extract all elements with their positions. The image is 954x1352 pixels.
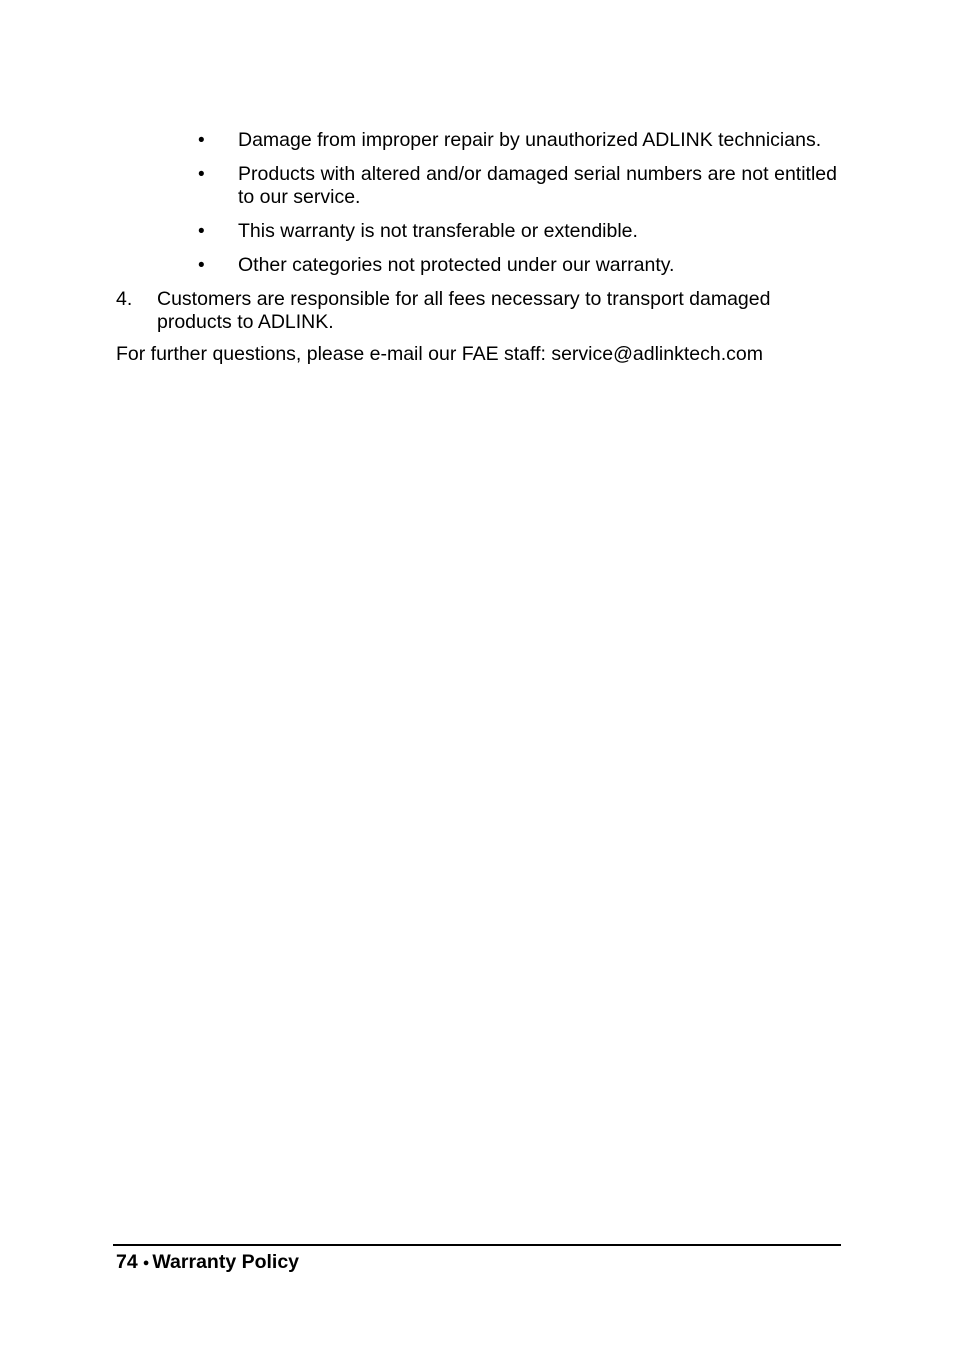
page-footer <box>116 1250 299 1275</box>
page-content <box>116 129 837 366</box>
bullet-icon: • <box>198 221 205 242</box>
list-item <box>116 220 837 243</box>
list-item-text: This warranty is not transferable or extendible. <box>238 220 638 242</box>
page-number: 74 <box>116 1251 138 1273</box>
list-item <box>116 129 837 152</box>
separator-dot-icon: ● <box>142 1257 150 1269</box>
exclusion-list <box>116 129 837 277</box>
footer-divider <box>113 1244 841 1246</box>
bullet-icon: • <box>198 255 205 276</box>
list-item-text: Damage from improper repair by unauthorized ADLINK technicians. <box>238 129 822 151</box>
item-number: 4. <box>116 288 133 310</box>
list-item-text: Products with altered and/or damaged serial numbers are not entitled to our service. <box>238 163 837 208</box>
list-item-text: Other categories not protected under our warranty. <box>238 254 675 276</box>
contact-paragraph: For further questions, please e-mail our FAE staff: service@adlinktech.com <box>116 343 763 365</box>
section-title: Warranty Policy <box>152 1251 300 1273</box>
bullet-icon: • <box>198 164 205 185</box>
bullet-icon: • <box>198 130 205 151</box>
list-item <box>116 254 837 277</box>
numbered-item <box>116 288 817 334</box>
list-item <box>116 163 837 209</box>
numbered-item-text: Customers are responsible for all fees necessary to transport damaged products to ADLINK. <box>157 288 771 333</box>
